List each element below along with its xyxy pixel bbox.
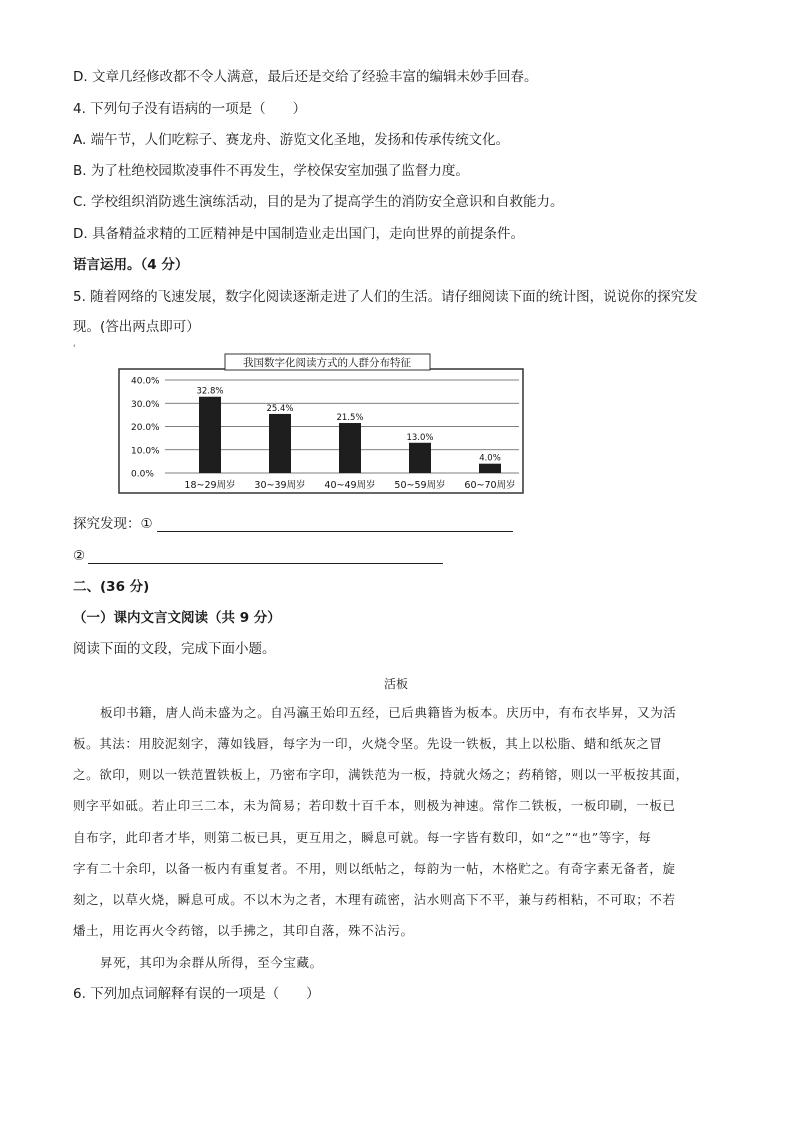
bar-value-label: 21.5% <box>336 413 364 424</box>
finding-2-answer-line[interactable] <box>88 563 443 564</box>
y-tick-label: 40.0% <box>131 376 160 387</box>
passage-line-1: 板印书籍，唐人尚未盛为之。自冯瀛王始印五经，已后典籍皆为板本。庆历中，有布衣毕昇，又为活 <box>100 705 677 720</box>
passage-line-9: 昇死，其印为余群从所得，至今宝藏。 <box>100 955 323 970</box>
x-axis-labels <box>184 479 515 491</box>
passage-line-3: 之。欲印，则以一铁范置铁板上，乃密布字印，满铁范为一板，持就火炀之；药稍镕，则以一平板按其面， <box>73 767 689 782</box>
chart-title: 我国数字化阅读方式的人群分布特征 <box>243 357 411 369</box>
finding-2-label: ② <box>73 548 86 564</box>
passage-line-2: 板。其法：用胶泥刻字，薄如钱唇，每字为一印，火烧令坚。先设一铁板，其上以松脂、蜡和纸灰之冒 <box>73 736 663 751</box>
passage-title: 活板 <box>384 677 409 691</box>
x-tick-label: 30~39周岁 <box>254 480 306 491</box>
x-tick-label: 40~49周岁 <box>324 480 376 491</box>
y-tick-label: 30.0% <box>131 399 160 410</box>
reading-instruction: 阅读下面的文段，完成下面小题。 <box>73 641 276 657</box>
x-tick-label: 18~29周岁 <box>184 480 236 491</box>
q3-option-d: D. 文章几经修改都不令人满意，最后还是交给了经验丰富的编辑未妙手回春。 <box>73 69 538 85</box>
chart-frame <box>119 369 523 493</box>
bar-value-label: 13.0% <box>406 432 434 443</box>
q4-option-d: D. 具备精益求精的工匠精神是中国制造业走出国门，走向世界的前提条件。 <box>73 226 524 242</box>
passage-line-8: 燔土，用讫再火令药镕，以手拂之，其印自落，殊不沾污。 <box>73 923 414 938</box>
bars <box>199 397 501 473</box>
q6-stem: 6. 下列加点词解释有误的一项是（ ） <box>73 986 320 1002</box>
stray-mark: ' <box>73 344 76 354</box>
bar-value-label: 4.0% <box>479 453 501 464</box>
bar-value-label: 25.4% <box>266 403 294 414</box>
q4-option-a: A. 端午节，人们吃粽子、赛龙舟、游览文化圣地，发扬和传承传统文化。 <box>73 132 510 148</box>
passage-line-5: 自布字，此印者才毕，则第二板已具，更互用之，瞬息可就。每一字皆有数印，如“之”“也”等字，每 <box>73 830 652 845</box>
bar <box>409 443 431 473</box>
x-tick-label: 60~70周岁 <box>464 480 516 491</box>
y-tick-label: 20.0% <box>131 423 160 433</box>
y-axis-ticks <box>131 377 160 480</box>
q4-stem: 4. 下列句子没有语病的一项是（ ） <box>73 101 307 117</box>
q4-option-b: B. 为了杜绝校园欺凌事件不再发生，学校保安室加强了监督力度。 <box>73 163 469 179</box>
bar <box>339 423 361 473</box>
q5-stem-line1: 5. 随着网络的飞速发展，数字化阅读逐渐走进了人们的生活。请仔细阅读下面的统计图，说说你的探究发 <box>73 289 698 305</box>
x-tick-label: 50~59周岁 <box>394 480 446 491</box>
bar <box>479 464 501 473</box>
bar <box>199 397 221 473</box>
passage-line-4: 则字平如砥。若止印三二本，未为简易；若印数十百千本，则极为神速。常作二铁板，一板印刷，一板已 <box>73 798 676 813</box>
reading-distribution-chart <box>115 350 535 500</box>
finding-1-label: 探究发现：① <box>73 516 153 532</box>
passage-line-6: 字有二十余印，以备一板内有重复者。不用，则以纸帖之，每韵为一帖，木格贮之。有奇字素无备者，旋 <box>73 861 676 876</box>
bar <box>269 414 291 473</box>
finding-1-answer-line[interactable] <box>157 531 513 532</box>
y-tick-label: 0.0% <box>131 469 154 480</box>
section-heading-language-use: 语言运用。（4 分） <box>73 257 189 273</box>
passage-line-7: 刻之，以草火烧，瞬息可成。不以木为之者，木理有疏密，沾水则高下不平，兼与药相粘，不可取；不若 <box>73 892 676 907</box>
section-2-1-heading: （一）课内文言文阅读（共 9 分） <box>73 610 281 626</box>
q4-option-c: C. 学校组织消防逃生演练活动，目的是为了提高学生的消防安全意识和自救能力。 <box>73 194 564 210</box>
q5-stem-line2: 现。(答出两点即可） <box>73 319 200 335</box>
bar-value-label: 32.8% <box>196 386 224 397</box>
y-tick-label: 10.0% <box>131 446 160 457</box>
section-2-heading: 二、(36 分) <box>73 579 150 595</box>
